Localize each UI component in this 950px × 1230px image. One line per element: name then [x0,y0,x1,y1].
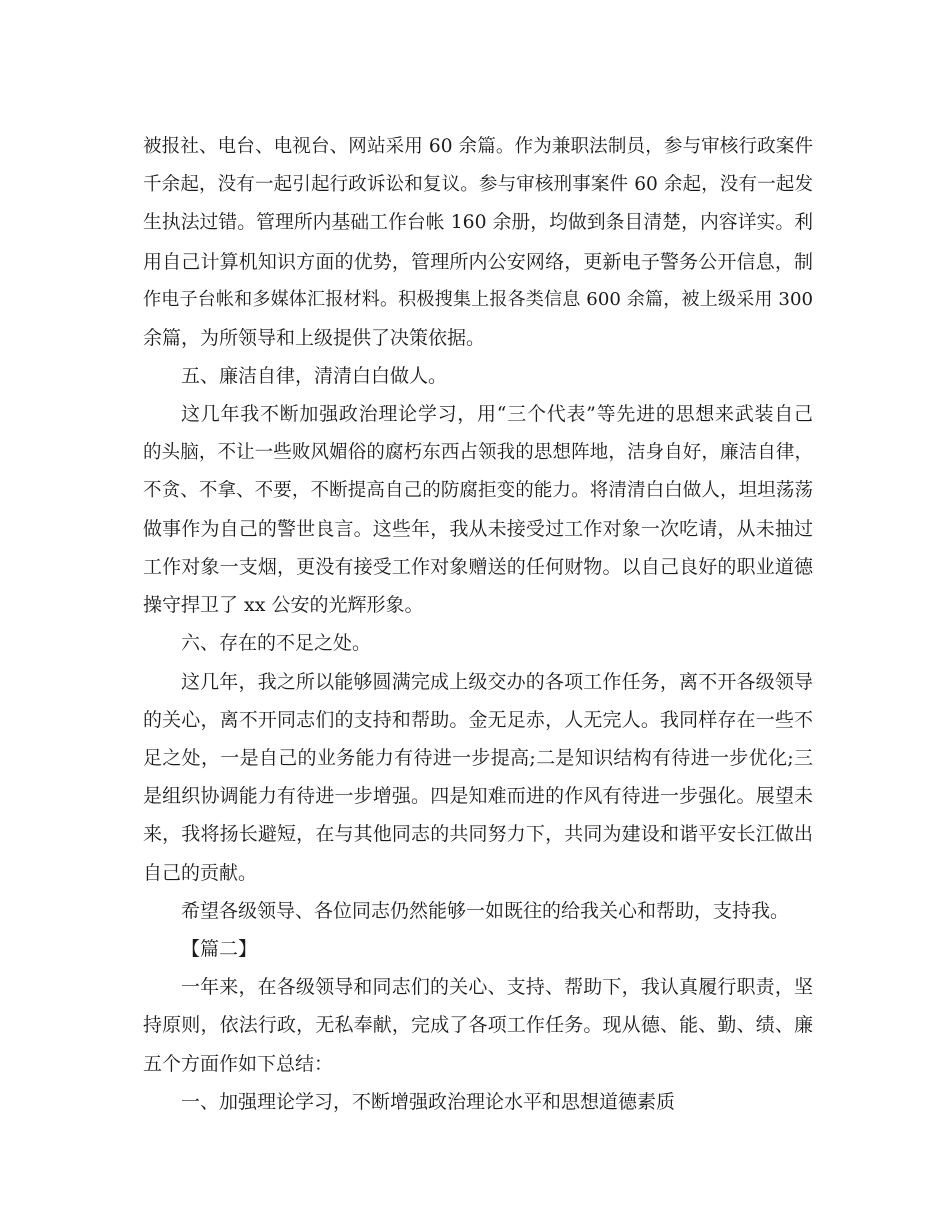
text-line: 来，我将扬长避短，在与其他同志的共同努力下，共同为建设和谐平安长江做出 [143,823,813,846]
document-body [143,128,813,1121]
text-line: 作电子台帐和多媒体汇报材料。积极搜集上报各类信息 600 余篇，被上级采用 300 [143,288,813,310]
text-line: 是组织协调能力有待进一步增强。四是知难而进的作风有待进一步强化。展望未 [143,785,813,808]
text-line: 希望各级领导、各位同志仍然能够一如既往的给我关心和帮助，支持我。 [181,899,790,922]
text-line: 工作对象一支烟，更没有接受工作对象赠送的任何财物。以自己良好的职业道德 [143,556,813,579]
text-line: 这几年，我之所以能够圆满完成上级交办的各项工作任务，离不开各级领导 [181,670,813,693]
section-heading: 五、廉洁自律，清清白白做人。 [181,365,448,388]
text-line: 操守捍卫了 xx 公安的光辉形象。 [143,594,424,617]
text-line: 被报社、电台、电视台、网站采用 60 余篇。作为兼职法制员，参与审核行政案件 [143,136,813,157]
text-line: 的关心，离不开同志们的支持和帮助。金无足赤，人无完人。我同样存在一些不 [143,708,813,731]
text-line: 千余起，没有一起引起行政诉讼和复议。参与审核刑事案件 60 余起，没有一起发 [143,174,813,196]
text-line: 不贪、不拿、不要，不断提高自己的防腐拒变的能力。将清清白白做人，坦坦荡荡 [143,479,813,501]
text-line: 自己的贡献。 [143,861,258,884]
text-line: 这几年我不断加强政治理论学习，用“三个代表”等先进的思想来武装自己 [181,403,813,426]
text-line: 持原则，依法行政，无私奉献，完成了各项工作任务。现从德、能、勤、绩、廉 [143,1014,813,1037]
text-line: 生执法过错。管理所内基础工作台帐 160 余册，均做到条目清楚，内容详实。利 [143,212,813,234]
part-heading: 【篇二】 [181,937,258,960]
text-line: 一年来，在各级领导和同志们的关心、支持、帮助下，我认真履行职责，坚 [181,976,813,999]
section-heading: 一、加强理论学习，不断增强政治理论水平和思想道德素质 [181,1090,676,1113]
text-line: 做事作为自己的警世良言。这些年，我从未接受过工作对象一次吃请，从未抽过 [143,517,813,540]
text-line: 余篇，为所领导和上级提供了决策依据。 [143,326,486,349]
text-line: 的头脑，不让一些败风媚俗的腐朽东西占领我的思想阵地，洁身自好，廉洁自律， [143,441,813,463]
section-heading: 六、存在的不足之处。 [181,632,372,655]
text-line: 五个方面作如下总结： [143,1052,334,1075]
text-line: 足之处，一是自己的业务能力有待进一步提高;二是知识结构有待进一步优化;三 [143,747,813,769]
text-line: 用自己计算机知识方面的优势，管理所内公安网络，更新电子警务公开信息，制 [143,250,813,273]
